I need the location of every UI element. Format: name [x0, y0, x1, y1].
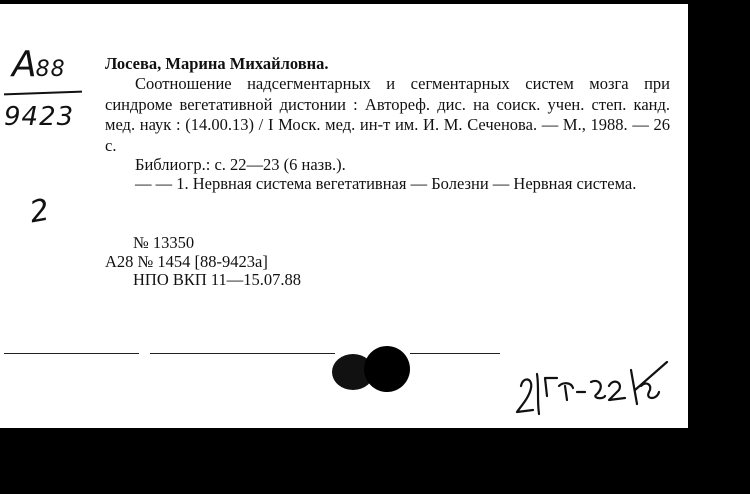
scan-line-right [410, 353, 500, 354]
bibliography-note: Библиогр.: с. 22—23 (6 назв.). [135, 155, 346, 174]
shelf-mark-bottom: 9423 [4, 102, 75, 132]
rod-hole [364, 346, 410, 392]
scan-border-bottom [0, 428, 750, 494]
author-heading: Лосева, Марина Михайловна. [105, 54, 329, 73]
source-line: НПО ВКП 11—15.07.88 [133, 270, 302, 289]
scan-line-middle [150, 353, 335, 354]
handwritten-stamp [513, 356, 683, 418]
scan-border-right [688, 0, 750, 494]
registration-number: № 13350 [133, 233, 195, 252]
classification-number: А28 № 1454 [88-9423а] [105, 252, 268, 271]
title-description: Соотношение надсегментарных и сегментарных систем мозга при синдроме вегетативной дистонии : Автореф. дис. на соиск. учен. степ. канд. мед. наук : (14.00.13) / I Моск. мед. ин-т им. И. М. Сеченова. — М., 1988. — 26 с. [105, 74, 670, 155]
catalog-card [0, 4, 688, 428]
subject-headings: — — 1. Нервная система вегетативная — Болезни — Нервная система. [135, 174, 637, 193]
copies-note: 2 [27, 192, 52, 231]
scan-line-left [4, 353, 139, 354]
shelf-mark-letter: A [12, 44, 36, 85]
shelf-mark-number: 88 [35, 57, 66, 82]
shelf-mark-divider [4, 91, 82, 96]
shelf-mark-top [12, 44, 66, 85]
